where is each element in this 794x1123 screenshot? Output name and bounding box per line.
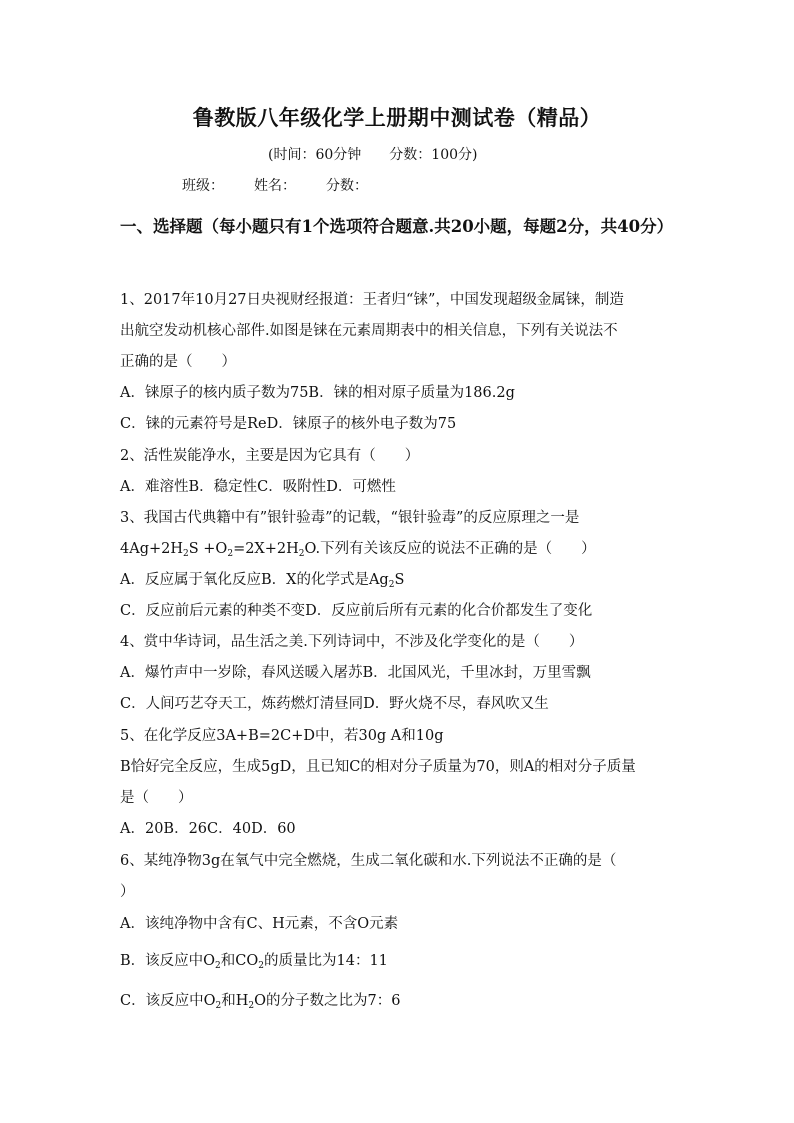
option-text: C．该反应中O — [120, 993, 216, 1009]
eq-subscript: 2 — [227, 549, 234, 559]
question-4-options-cd: C．人间巧艺夺天工，炼药燃灯清昼同D．野火烧不尽，春风吹又生 — [120, 696, 549, 712]
option-text: A．反应属于氧化反应B．X的化学式是Ag — [120, 572, 389, 588]
page-title: 鲁教版八年级化学上册期中测试卷（精品） — [192, 105, 602, 130]
question-5-line-2: B恰好完全反应，生成5gD，且已知C的相对分子质量为70，则A的相对分子质量 — [120, 759, 636, 775]
question-2-options: A．难溶性B．稳定性C．吸附性D．可燃性 — [120, 479, 396, 495]
option-subscript: 2 — [215, 961, 221, 971]
question-6-option-c — [120, 989, 400, 1011]
question-5-options: A．20B．26C．40D．60 — [120, 821, 296, 837]
option-text: O的分子数之比为7：6 — [254, 993, 401, 1009]
question-3-equation — [120, 537, 596, 559]
question-6-line-1: 6、某纯净物3g在氧气中完全燃烧，生成二氧化碳和水.下列说法不正确的是（ — [120, 853, 617, 869]
question-4-stem: 4、赏中华诗词，品生活之美.下列诗词中，不涉及化学变化的是（ ） — [120, 634, 584, 650]
question-5-line-1: 5、在化学反应3A+B=2C+D中，若30g A和10g — [120, 728, 444, 744]
question-6-option-b — [120, 949, 388, 971]
option-subscript: 2 — [258, 961, 264, 971]
eq-part: 4Ag+2H — [120, 541, 183, 557]
section-heading: 一、选择题（每小题只有1个选项符合题意.共20小题，每题2分，共40分） — [120, 217, 674, 236]
question-3-line-1: 3、我国古代典籍中有”银针验毒”的记载，“银针验毒”的反应原理之一是 — [120, 510, 580, 526]
option-subscript: 2 — [215, 1001, 222, 1011]
question-1-line-3: 正确的是（ ） — [120, 354, 236, 370]
question-6-option-a: A．该纯净物中含有C、H元素，不含O元素 — [120, 916, 399, 932]
question-4-options-ab: A．爆竹声中一岁除，春风送暖入屠苏B．北国风光，千里冰封，万里雪飘 — [120, 665, 591, 681]
eq-subscript: 2 — [183, 549, 189, 559]
option-subscript: 2 — [248, 1001, 255, 1011]
question-3-options-cd: C．反应前后元素的种类不变D．反应前后所有元素的化合价都发生了变化 — [120, 603, 593, 619]
eq-part: =2X+2H — [233, 541, 299, 557]
grade-label: 分数： — [326, 178, 368, 194]
eq-part: O.下列有关该反应的说法不正确的是（ ） — [304, 541, 596, 557]
question-1-options-cd: C．铼的元素符号是ReD．铼原子的核外电子数为75 — [120, 416, 457, 432]
exam-total-score: 分数：100分) — [389, 147, 478, 163]
question-2-stem: 2、活性炭能净水，主要是因为它具有（ ） — [120, 448, 420, 464]
question-1-options-ab: A．铼原子的核内质子数为75B．铼的相对原子质量为186.2g — [120, 385, 515, 401]
exam-time-score — [268, 144, 477, 164]
option-text: 和CO — [220, 953, 259, 969]
name-label: 姓名： — [254, 178, 296, 194]
exam-time: (时间：60分钟 — [268, 147, 362, 163]
option-text: 的质量比为14：11 — [264, 953, 388, 969]
option-text: S — [394, 572, 405, 588]
eq-part: S +O — [188, 541, 228, 557]
class-label: 班级： — [182, 178, 224, 194]
question-6-line-2: ） — [120, 884, 135, 900]
question-1-line-1: 1、2017年10月27日央视财经报道：王者归“铼”，中国发现超级金属铼，制造 — [120, 292, 624, 308]
option-text: B．该反应中O — [120, 953, 216, 969]
question-3-options-ab — [120, 568, 404, 590]
eq-subscript: 2 — [298, 549, 305, 559]
option-subscript: 2 — [388, 580, 395, 590]
student-info — [182, 175, 368, 195]
question-1-line-2: 出航空发动机核心部件.如图是铼在元素周期表中的相关信息，下列有关说法不 — [120, 323, 618, 339]
option-text: 和H — [221, 993, 249, 1009]
question-5-line-3: 是（ ） — [120, 790, 193, 806]
